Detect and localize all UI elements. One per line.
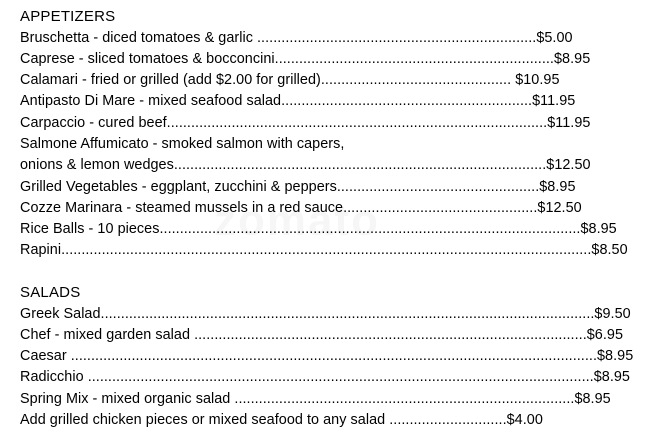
menu-item-add-on: Add grilled chicken pieces or mixed seafood to any salad .............................$4.00 bbox=[20, 412, 543, 428]
menu-item-cozze-marinara: Cozze Marinara - steamed mussels in a red sauce................................................$12.50 bbox=[20, 200, 582, 216]
menu-item-salmone-affumicato-cont: onions & lemon wedges............................................................................................$12.50 bbox=[20, 157, 591, 173]
menu-item-calamari: Calamari - fried or grilled (add $2.00 for grilled)............................................... $10.95 bbox=[20, 72, 560, 88]
menu-item-rice-balls: Rice Balls - 10 pieces........................................................................................................$8.95 bbox=[20, 221, 617, 237]
salads-heading: SALADS bbox=[20, 284, 81, 301]
menu-item-antipasto-di-mare: Antipasto Di Mare - mixed seafood salad..............................................................$11.95 bbox=[20, 93, 576, 109]
menu-item-caprese: Caprese - sliced tomatoes & bocconcini.....................................................................$8.95 bbox=[20, 51, 591, 67]
watermark-logo bbox=[214, 196, 380, 246]
appetizers-heading: APPETIZERS bbox=[20, 8, 116, 25]
menu-item-greek-salad: Greek Salad..........................................................................................................................$9.50 bbox=[20, 306, 631, 322]
menu-item-carpaccio: Carpaccio - cured beef..............................................................................................$11.95 bbox=[20, 115, 591, 131]
menu-item-salmone-affumicato: Salmone Affumicato - smoked salmon with capers, bbox=[20, 136, 345, 152]
menu-item-grilled-vegetables: Grilled Vegetables - eggplant, zucchini & peppers..................................................$8.95 bbox=[20, 179, 576, 195]
menu-item-rapini: Rapini...................................................................................................................................$8.50 bbox=[20, 242, 628, 258]
menu-item-radicchio: Radicchio .............................................................................................................................$8.95 bbox=[20, 369, 630, 385]
menu-item-chef-salad: Chef - mixed garden salad .................................................................................................$6.95 bbox=[20, 327, 624, 343]
menu-item-caesar: Caesar ..................................................................................................................................$8.95 bbox=[20, 348, 634, 364]
menu-item-spring-mix: Spring Mix - mixed organic salad ....................................................................................$8.95 bbox=[20, 391, 611, 407]
menu-item-bruschetta: Bruschetta - diced tomatoes & garlic .....................................................................$5.00 bbox=[20, 30, 573, 46]
